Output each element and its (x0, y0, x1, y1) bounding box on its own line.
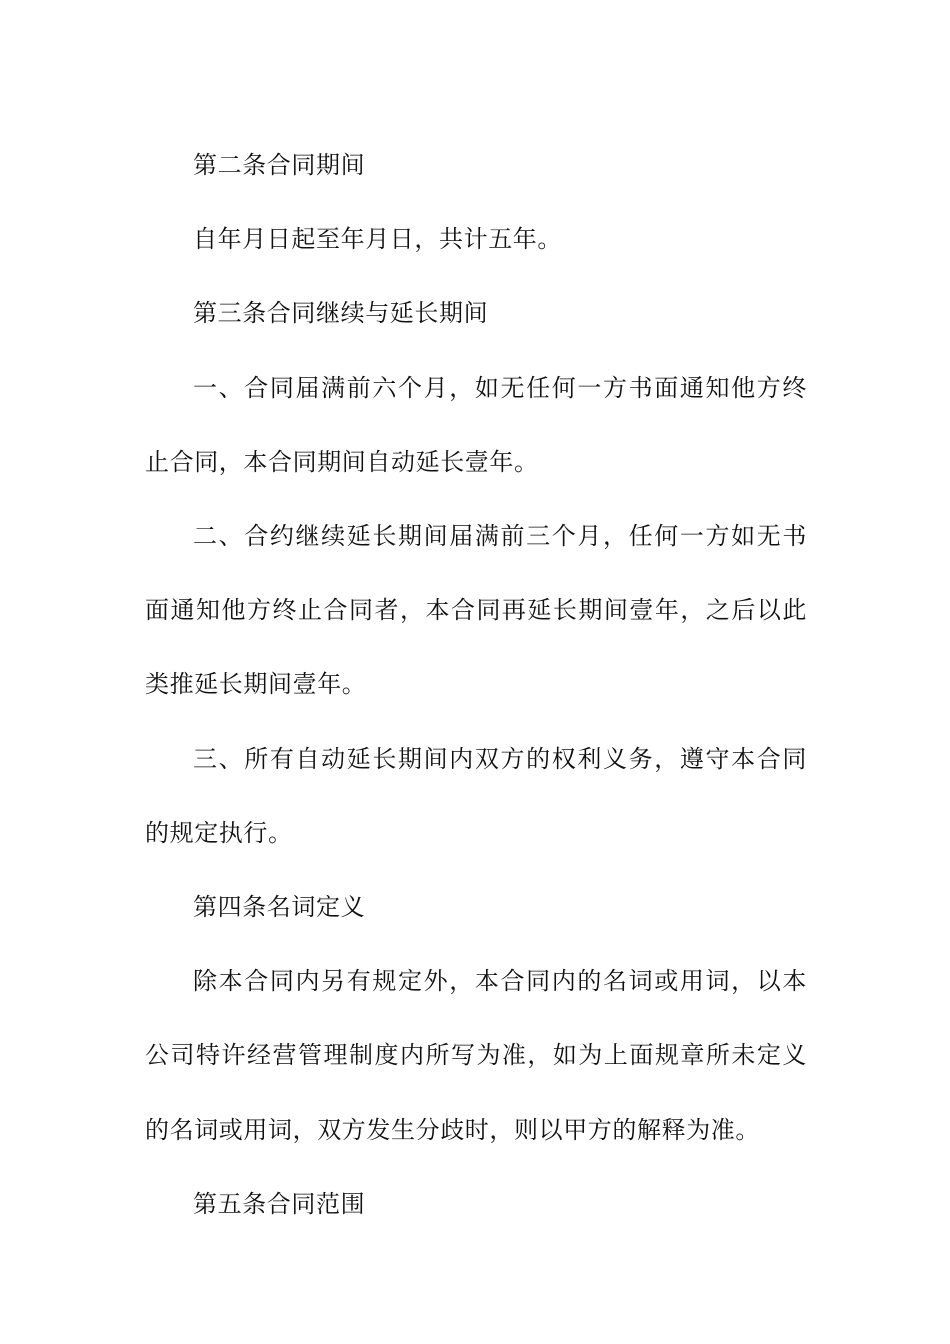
article-5-heading: 第五条合同范围 (193, 1189, 366, 1218)
article-2-heading: 第二条合同期间 (193, 151, 366, 179)
article-4-heading: 第四条名词定义 (193, 893, 366, 922)
article-3-heading: 第三条合同继续与延长期间 (193, 299, 489, 328)
article-3-clause-2: 二、合约继续延长期间届满前三个月，任何一方如无书面通知他方终止合同者，本合同再延长期间壹年，之后以此类推延长期间壹年。 (145, 522, 807, 699)
article-2-term-text: 自年月日起至年月日，共计五年。 (193, 225, 562, 254)
article-3-clause-3: 三、所有自动延长期间内双方的权利义务，遵守本合同的规定执行。 (145, 744, 807, 847)
document-body (145, 128, 807, 1241)
article-3-clause-1: 一、合同届满前六个月，如无任何一方书面通知他方终止合同，本合同期间自动延长壹年。 (145, 373, 807, 476)
article-4-definition-text: 除本合同内另有规定外，本合同内的名词或用词，以本公司特许经营管理制度内所写为准，如为上面规章所未定义的名词或用词，双方发生分歧时，则以甲方的解释为准。 (145, 967, 807, 1144)
